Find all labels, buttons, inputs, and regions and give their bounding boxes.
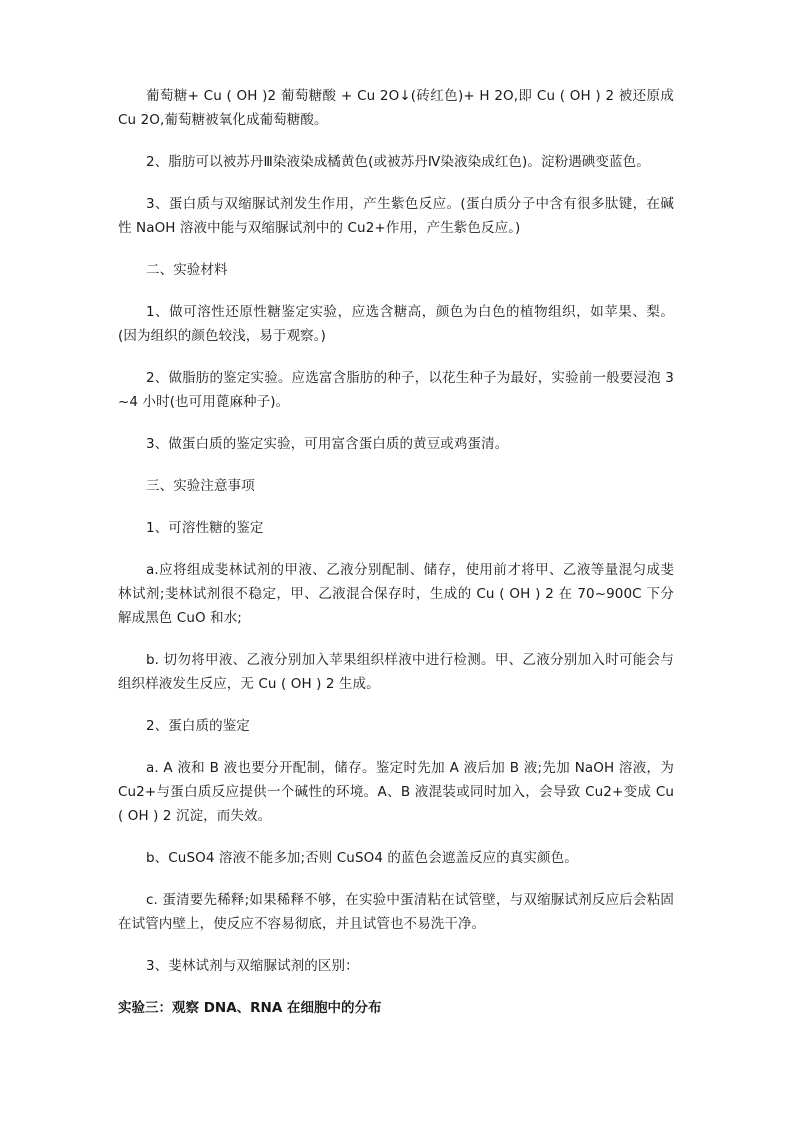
document-page xyxy=(118,84,674,1020)
para-note-sugar-a: a.应将组成斐林试剂的甲液、乙液分别配制、储存，使用前才将甲、乙液等量混匀成斐林试剂;斐林试剂很不稳定，甲、乙液混合保存时，生成的 Cu ( OH ) 2 在 70~900C 下分解成黑色 CuO 和水; xyxy=(118,562,674,626)
para-note-protein-c: c. 蛋清要先稀释;如果稀释不够，在实验中蛋清粘在试管壁，与双缩脲试剂反应后会粘固在试管内壁上，使反应不容易彻底，并且试管也不易洗干净。 xyxy=(118,892,674,932)
para-material-sugar: 1、做可溶性还原性糖鉴定实验，应选含糖高，颜色为白色的植物组织，如苹果、梨。(因为组织的颜色较浅，易于观察。) xyxy=(118,304,674,344)
subheading-protein: 2、蛋白质的鉴定 xyxy=(146,718,250,734)
subheading-sugar: 1、可溶性糖的鉴定 xyxy=(146,520,264,536)
section-heading-notes: 三、实验注意事项 xyxy=(146,478,255,494)
para-material-protein: 3、做蛋白质的鉴定实验，可用富含蛋白质的黄豆或鸡蛋清。 xyxy=(146,436,509,452)
para-protein-test: 3、蛋白质与双缩脲试剂发生作用，产生紫色反应。(蛋白质分子中含有很多肽键，在碱性 NaOH 溶液中能与双缩脲试剂中的 Cu2+作用，产生紫色反应。) xyxy=(118,196,674,236)
para-fat-starch-test: 2、脂肪可以被苏丹Ⅲ染液染成橘黄色(或被苏丹Ⅳ染液染成红色)。淀粉遇碘变蓝色。 xyxy=(146,154,650,170)
para-reaction-equation: 葡萄糖+ Cu ( OH )2 葡萄糖酸 + Cu 2O↓(砖红色)+ H 2O,即 Cu ( OH ) 2 被还原成 Cu 2O,葡萄糖被氧化成葡萄糖酸。 xyxy=(118,88,674,128)
para-material-fat: 2、做脂肪的鉴定实验。应选富含脂肪的种子，以花生种子为最好，实验前一般要浸泡 3~4 小时(也可用蓖麻种子)。 xyxy=(118,370,674,410)
experiment-three-heading: 实验三：观察 DNA、RNA 在细胞中的分布 xyxy=(118,1000,382,1016)
section-heading-materials: 二、实验材料 xyxy=(146,262,228,278)
para-note-protein-b: b、CuSO4 溶液不能多加;否则 CuSO4 的蓝色会遮盖反应的真实颜色。 xyxy=(146,850,578,866)
para-note-protein-a: a. A 液和 B 液也要分开配制，储存。鉴定时先加 A 液后加 B 液;先加 NaOH 溶液，为 Cu2+与蛋白质反应提供一个碱性的环境。A、B 液混装或同时加入，会导致 Cu2+变成 Cu ( OH ) 2 沉淀，而失效。 xyxy=(118,760,674,824)
para-note-sugar-b: b. 切勿将甲液、乙液分别加入苹果组织样液中进行检测。甲、乙液分别加入时可能会与组织样液发生反应，无 Cu ( OH ) 2 生成。 xyxy=(118,652,674,692)
subheading-reagent-difference: 3、斐林试剂与双缩脲试剂的区别： xyxy=(146,958,359,974)
